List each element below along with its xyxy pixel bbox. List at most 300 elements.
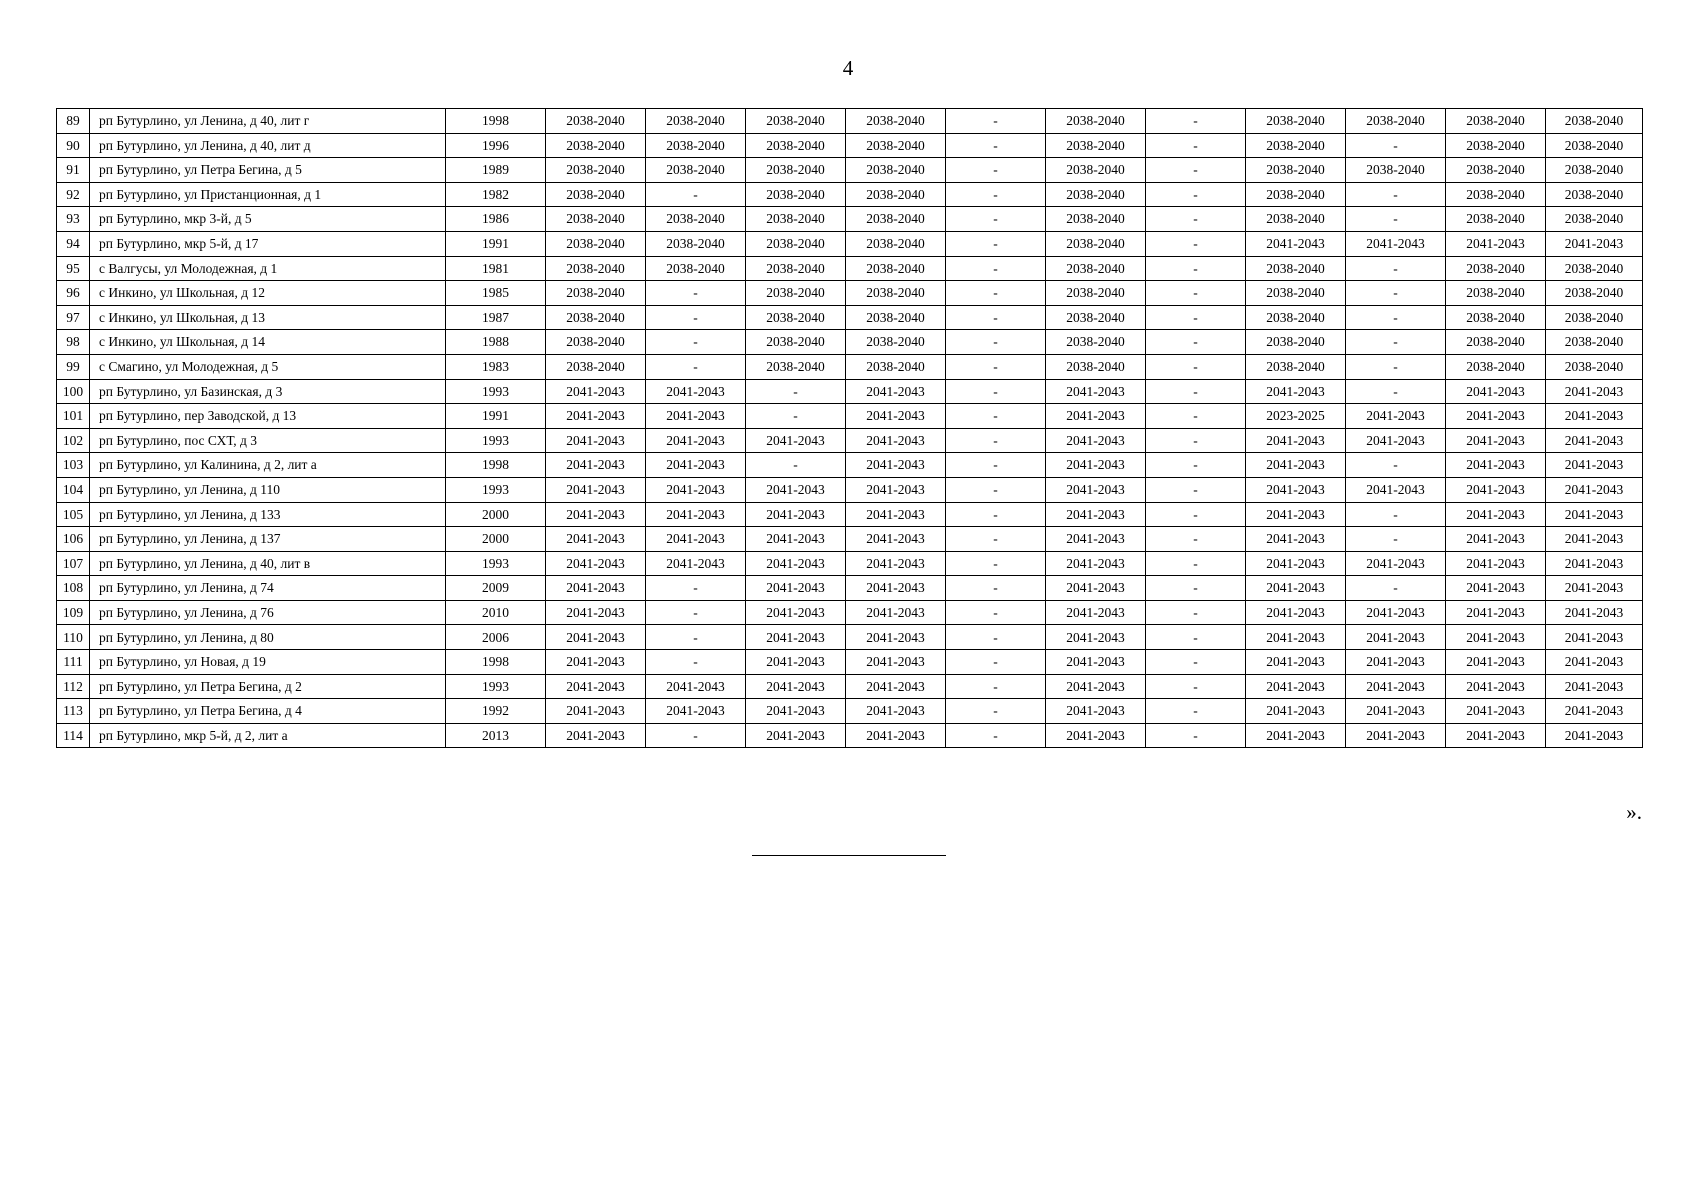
year-built-cell: 1987 — [446, 305, 546, 330]
work-period-cell-9: - — [1346, 330, 1446, 355]
work-period-cell-10: 2041-2043 — [1446, 379, 1546, 404]
work-period-cell-7: - — [1146, 305, 1246, 330]
work-period-cell-10: 2038-2040 — [1446, 305, 1546, 330]
work-period-cell-1: 2041-2043 — [546, 502, 646, 527]
work-period-cell-1: 2041-2043 — [546, 674, 646, 699]
year-built-cell: 2010 — [446, 600, 546, 625]
address-cell: рп Бутурлино, мкр 5-й, д 17 — [90, 231, 446, 256]
row-number-cell: 103 — [57, 453, 90, 478]
work-period-cell-7: - — [1146, 650, 1246, 675]
work-period-cell-9: - — [1346, 182, 1446, 207]
work-period-cell-3: 2038-2040 — [746, 207, 846, 232]
work-period-cell-7: - — [1146, 502, 1246, 527]
address-cell: рп Бутурлино, ул Ленина, д 110 — [90, 477, 446, 502]
work-period-cell-11: 2041-2043 — [1546, 477, 1643, 502]
work-period-cell-5: - — [946, 650, 1046, 675]
work-period-cell-4: 2038-2040 — [846, 207, 946, 232]
work-period-cell-8: 2041-2043 — [1246, 625, 1346, 650]
work-period-cell-8: 2023-2025 — [1246, 404, 1346, 429]
work-period-cell-10: 2041-2043 — [1446, 600, 1546, 625]
row-number-cell: 98 — [57, 330, 90, 355]
work-period-cell-8: 2041-2043 — [1246, 428, 1346, 453]
work-period-cell-4: 2041-2043 — [846, 650, 946, 675]
work-period-cell-6: 2041-2043 — [1046, 576, 1146, 601]
work-period-cell-9: - — [1346, 207, 1446, 232]
row-number-cell: 102 — [57, 428, 90, 453]
work-period-cell-8: 2038-2040 — [1246, 256, 1346, 281]
work-period-cell-6: 2041-2043 — [1046, 699, 1146, 724]
work-period-cell-6: 2038-2040 — [1046, 281, 1146, 306]
work-period-cell-5: - — [946, 404, 1046, 429]
address-cell: рп Бутурлино, ул Пристанционная, д 1 — [90, 182, 446, 207]
page-number: 4 — [842, 56, 854, 80]
work-period-cell-10: 2041-2043 — [1446, 527, 1546, 552]
year-built-cell: 2006 — [446, 625, 546, 650]
work-period-cell-10: 2038-2040 — [1446, 354, 1546, 379]
work-period-cell-3: - — [746, 379, 846, 404]
work-period-cell-8: 2038-2040 — [1246, 305, 1346, 330]
work-period-cell-11: 2041-2043 — [1546, 600, 1643, 625]
work-period-cell-9: 2041-2043 — [1346, 428, 1446, 453]
work-period-cell-5: - — [946, 207, 1046, 232]
work-period-cell-1: 2038-2040 — [546, 207, 646, 232]
work-period-cell-2: 2041-2043 — [646, 527, 746, 552]
year-built-cell: 1989 — [446, 158, 546, 183]
work-period-cell-6: 2038-2040 — [1046, 158, 1146, 183]
work-period-cell-7: - — [1146, 428, 1246, 453]
work-period-cell-1: 2038-2040 — [546, 305, 646, 330]
table-row — [57, 281, 1643, 306]
work-period-cell-6: 2041-2043 — [1046, 379, 1146, 404]
work-period-cell-10: 2038-2040 — [1446, 330, 1546, 355]
work-period-cell-6: 2041-2043 — [1046, 551, 1146, 576]
work-period-cell-8: 2038-2040 — [1246, 133, 1346, 158]
work-period-cell-5: - — [946, 354, 1046, 379]
work-period-cell-9: - — [1346, 281, 1446, 306]
work-period-cell-11: 2038-2040 — [1546, 158, 1643, 183]
table-row — [57, 674, 1643, 699]
work-period-cell-8: 2041-2043 — [1246, 576, 1346, 601]
work-period-cell-3: 2038-2040 — [746, 330, 846, 355]
work-period-cell-9: - — [1346, 453, 1446, 478]
work-period-cell-9: 2041-2043 — [1346, 231, 1446, 256]
work-period-cell-7: - — [1146, 207, 1246, 232]
work-period-cell-6: 2038-2040 — [1046, 182, 1146, 207]
address-cell: с Валгусы, ул Молодежная, д 1 — [90, 256, 446, 281]
work-period-cell-5: - — [946, 723, 1046, 748]
work-period-cell-3: 2041-2043 — [746, 650, 846, 675]
year-built-cell: 1981 — [446, 256, 546, 281]
table-row — [57, 231, 1643, 256]
work-period-cell-1: 2038-2040 — [546, 354, 646, 379]
year-built-cell: 1998 — [446, 650, 546, 675]
work-period-cell-10: 2041-2043 — [1446, 502, 1546, 527]
work-period-cell-11: 2041-2043 — [1546, 576, 1643, 601]
work-period-cell-4: 2038-2040 — [846, 354, 946, 379]
work-period-cell-8: 2041-2043 — [1246, 231, 1346, 256]
work-period-cell-1: 2038-2040 — [546, 256, 646, 281]
work-period-cell-6: 2041-2043 — [1046, 477, 1146, 502]
work-period-cell-6: 2038-2040 — [1046, 207, 1146, 232]
work-period-cell-2: 2041-2043 — [646, 674, 746, 699]
work-period-cell-1: 2041-2043 — [546, 699, 646, 724]
row-number-cell: 96 — [57, 281, 90, 306]
work-period-cell-9: 2038-2040 — [1346, 158, 1446, 183]
year-built-cell: 1998 — [446, 109, 546, 134]
address-cell: с Инкино, ул Школьная, д 12 — [90, 281, 446, 306]
row-number-cell: 109 — [57, 600, 90, 625]
work-period-cell-8: 2041-2043 — [1246, 502, 1346, 527]
work-period-cell-5: - — [946, 281, 1046, 306]
work-period-cell-7: - — [1146, 354, 1246, 379]
work-period-cell-2: - — [646, 625, 746, 650]
work-period-cell-3: 2041-2043 — [746, 551, 846, 576]
work-period-cell-10: 2038-2040 — [1446, 158, 1546, 183]
work-period-cell-4: 2041-2043 — [846, 404, 946, 429]
table-row — [57, 527, 1643, 552]
work-period-cell-3: 2041-2043 — [746, 428, 846, 453]
table-row — [57, 625, 1643, 650]
work-period-cell-8: 2041-2043 — [1246, 600, 1346, 625]
work-period-cell-7: - — [1146, 404, 1246, 429]
work-period-cell-9: - — [1346, 354, 1446, 379]
work-period-cell-9: - — [1346, 133, 1446, 158]
work-period-cell-3: 2038-2040 — [746, 133, 846, 158]
work-period-cell-10: 2041-2043 — [1446, 699, 1546, 724]
work-period-cell-4: 2041-2043 — [846, 453, 946, 478]
address-cell: с Инкино, ул Школьная, д 14 — [90, 330, 446, 355]
work-period-cell-7: - — [1146, 158, 1246, 183]
row-number-cell: 114 — [57, 723, 90, 748]
work-period-cell-2: - — [646, 305, 746, 330]
work-period-cell-4: 2041-2043 — [846, 379, 946, 404]
work-period-cell-11: 2038-2040 — [1546, 133, 1643, 158]
year-built-cell: 1993 — [446, 674, 546, 699]
year-built-cell: 2009 — [446, 576, 546, 601]
work-period-cell-7: - — [1146, 723, 1246, 748]
address-cell: рп Бутурлино, ул Ленина, д 40, лит в — [90, 551, 446, 576]
address-cell: рп Бутурлино, ул Ленина, д 137 — [90, 527, 446, 552]
work-period-cell-9: 2038-2040 — [1346, 109, 1446, 134]
year-built-cell: 1983 — [446, 354, 546, 379]
work-period-cell-9: - — [1346, 379, 1446, 404]
work-period-cell-7: - — [1146, 109, 1246, 134]
work-period-cell-2: 2041-2043 — [646, 551, 746, 576]
table-row — [57, 576, 1643, 601]
work-period-cell-1: 2041-2043 — [546, 723, 646, 748]
work-period-cell-2: 2038-2040 — [646, 158, 746, 183]
work-period-cell-3: 2041-2043 — [746, 723, 846, 748]
work-period-cell-11: 2041-2043 — [1546, 674, 1643, 699]
work-period-cell-4: 2041-2043 — [846, 477, 946, 502]
work-period-cell-11: 2041-2043 — [1546, 650, 1643, 675]
work-period-cell-9: 2041-2043 — [1346, 650, 1446, 675]
work-period-cell-10: 2041-2043 — [1446, 477, 1546, 502]
row-number-cell: 97 — [57, 305, 90, 330]
work-period-cell-8: 2041-2043 — [1246, 723, 1346, 748]
address-cell: рп Бутурлино, мкр 3-й, д 5 — [90, 207, 446, 232]
work-period-cell-11: 2038-2040 — [1546, 182, 1643, 207]
work-period-cell-10: 2038-2040 — [1446, 182, 1546, 207]
work-period-cell-10: 2038-2040 — [1446, 207, 1546, 232]
work-period-cell-5: - — [946, 527, 1046, 552]
work-period-cell-10: 2038-2040 — [1446, 256, 1546, 281]
work-period-cell-6: 2038-2040 — [1046, 109, 1146, 134]
row-number-cell: 107 — [57, 551, 90, 576]
work-period-cell-6: 2041-2043 — [1046, 453, 1146, 478]
work-period-cell-10: 2041-2043 — [1446, 231, 1546, 256]
work-period-cell-2: - — [646, 330, 746, 355]
work-period-cell-1: 2038-2040 — [546, 182, 646, 207]
work-period-cell-3: 2038-2040 — [746, 256, 846, 281]
work-period-cell-7: - — [1146, 231, 1246, 256]
work-period-cell-10: 2041-2043 — [1446, 625, 1546, 650]
work-period-cell-4: 2041-2043 — [846, 699, 946, 724]
address-cell: рп Бутурлино, ул Новая, д 19 — [90, 650, 446, 675]
address-cell: с Смагино, ул Молодежная, д 5 — [90, 354, 446, 379]
work-period-cell-9: 2041-2043 — [1346, 625, 1446, 650]
work-period-cell-9: 2041-2043 — [1346, 600, 1446, 625]
table-row — [57, 305, 1643, 330]
separator-line — [752, 855, 946, 856]
work-period-cell-5: - — [946, 453, 1046, 478]
work-period-cell-7: - — [1146, 453, 1246, 478]
work-period-cell-2: - — [646, 354, 746, 379]
work-period-cell-1: 2041-2043 — [546, 527, 646, 552]
work-period-cell-7: - — [1146, 133, 1246, 158]
work-period-cell-2: 2041-2043 — [646, 404, 746, 429]
table-row — [57, 502, 1643, 527]
table-row — [57, 158, 1643, 183]
work-period-cell-10: 2041-2043 — [1446, 428, 1546, 453]
address-cell: с Инкино, ул Школьная, д 13 — [90, 305, 446, 330]
work-period-cell-5: - — [946, 182, 1046, 207]
table-row — [57, 551, 1643, 576]
work-period-cell-3: 2038-2040 — [746, 109, 846, 134]
work-period-cell-2: 2038-2040 — [646, 207, 746, 232]
table-row — [57, 133, 1643, 158]
work-period-cell-4: 2038-2040 — [846, 256, 946, 281]
table-row — [57, 379, 1643, 404]
address-cell: рп Бутурлино, ул Ленина, д 74 — [90, 576, 446, 601]
table-row — [57, 354, 1643, 379]
work-period-cell-10: 2041-2043 — [1446, 650, 1546, 675]
work-period-cell-7: - — [1146, 256, 1246, 281]
work-period-cell-3: 2041-2043 — [746, 600, 846, 625]
work-period-cell-3: 2038-2040 — [746, 305, 846, 330]
work-period-cell-2: - — [646, 576, 746, 601]
year-built-cell: 1988 — [446, 330, 546, 355]
row-number-cell: 106 — [57, 527, 90, 552]
work-period-cell-6: 2041-2043 — [1046, 674, 1146, 699]
work-period-cell-4: 2041-2043 — [846, 674, 946, 699]
work-period-cell-6: 2041-2043 — [1046, 723, 1146, 748]
year-built-cell: 1993 — [446, 551, 546, 576]
work-period-cell-2: 2038-2040 — [646, 231, 746, 256]
work-period-cell-7: - — [1146, 477, 1246, 502]
row-number-cell: 100 — [57, 379, 90, 404]
table-row — [57, 182, 1643, 207]
work-period-cell-1: 2041-2043 — [546, 477, 646, 502]
work-period-cell-11: 2041-2043 — [1546, 551, 1643, 576]
address-cell: рп Бутурлино, ул Базинская, д 3 — [90, 379, 446, 404]
address-cell: рп Бутурлино, ул Ленина, д 40, лит г — [90, 109, 446, 134]
work-period-cell-8: 2038-2040 — [1246, 207, 1346, 232]
work-period-cell-5: - — [946, 109, 1046, 134]
work-period-cell-3: 2038-2040 — [746, 281, 846, 306]
work-period-cell-7: - — [1146, 600, 1246, 625]
work-period-cell-6: 2038-2040 — [1046, 133, 1146, 158]
work-period-cell-2: 2041-2043 — [646, 379, 746, 404]
row-number-cell: 95 — [57, 256, 90, 281]
work-period-cell-5: - — [946, 625, 1046, 650]
work-period-cell-2: - — [646, 182, 746, 207]
work-period-cell-4: 2038-2040 — [846, 330, 946, 355]
work-period-cell-8: 2038-2040 — [1246, 330, 1346, 355]
work-period-cell-3: 2041-2043 — [746, 477, 846, 502]
work-period-cell-6: 2041-2043 — [1046, 428, 1146, 453]
work-period-cell-3: 2041-2043 — [746, 699, 846, 724]
work-period-cell-5: - — [946, 674, 1046, 699]
work-period-cell-3: - — [746, 453, 846, 478]
work-period-cell-5: - — [946, 699, 1046, 724]
work-period-cell-3: 2041-2043 — [746, 502, 846, 527]
work-period-cell-4: 2038-2040 — [846, 231, 946, 256]
work-period-cell-6: 2041-2043 — [1046, 404, 1146, 429]
work-period-cell-11: 2041-2043 — [1546, 453, 1643, 478]
work-period-cell-8: 2041-2043 — [1246, 379, 1346, 404]
row-number-cell: 90 — [57, 133, 90, 158]
work-period-cell-1: 2038-2040 — [546, 281, 646, 306]
work-period-cell-5: - — [946, 231, 1046, 256]
closing-quote-mark: ». — [1626, 800, 1642, 824]
work-period-cell-7: - — [1146, 625, 1246, 650]
work-period-cell-8: 2038-2040 — [1246, 158, 1346, 183]
work-period-cell-11: 2038-2040 — [1546, 305, 1643, 330]
work-period-cell-3: - — [746, 404, 846, 429]
work-period-cell-11: 2041-2043 — [1546, 723, 1643, 748]
work-period-cell-5: - — [946, 502, 1046, 527]
work-period-cell-2: - — [646, 650, 746, 675]
work-period-cell-8: 2038-2040 — [1246, 109, 1346, 134]
table-row — [57, 330, 1643, 355]
work-period-cell-2: 2041-2043 — [646, 428, 746, 453]
table-row — [57, 600, 1643, 625]
work-period-cell-8: 2041-2043 — [1246, 551, 1346, 576]
address-cell: рп Бутурлино, ул Петра Бегина, д 2 — [90, 674, 446, 699]
work-period-cell-10: 2041-2043 — [1446, 576, 1546, 601]
work-period-cell-2: 2041-2043 — [646, 453, 746, 478]
work-period-cell-1: 2041-2043 — [546, 428, 646, 453]
work-period-cell-11: 2038-2040 — [1546, 207, 1643, 232]
work-period-cell-8: 2038-2040 — [1246, 281, 1346, 306]
year-built-cell: 2000 — [446, 502, 546, 527]
registry-table-body — [57, 109, 1643, 748]
work-period-cell-6: 2041-2043 — [1046, 527, 1146, 552]
row-number-cell: 91 — [57, 158, 90, 183]
address-cell: рп Бутурлино, пер Заводской, д 13 — [90, 404, 446, 429]
work-period-cell-4: 2038-2040 — [846, 158, 946, 183]
address-cell: рп Бутурлино, ул Ленина, д 76 — [90, 600, 446, 625]
work-period-cell-10: 2038-2040 — [1446, 109, 1546, 134]
work-period-cell-5: - — [946, 379, 1046, 404]
work-period-cell-3: 2041-2043 — [746, 625, 846, 650]
work-period-cell-1: 2041-2043 — [546, 404, 646, 429]
work-period-cell-3: 2041-2043 — [746, 527, 846, 552]
work-period-cell-8: 2041-2043 — [1246, 527, 1346, 552]
work-period-cell-6: 2041-2043 — [1046, 600, 1146, 625]
work-period-cell-7: - — [1146, 527, 1246, 552]
year-built-cell: 1985 — [446, 281, 546, 306]
work-period-cell-5: - — [946, 133, 1046, 158]
year-built-cell: 1993 — [446, 428, 546, 453]
work-period-cell-3: 2038-2040 — [746, 182, 846, 207]
work-period-cell-7: - — [1146, 281, 1246, 306]
work-period-cell-5: - — [946, 600, 1046, 625]
work-period-cell-3: 2038-2040 — [746, 231, 846, 256]
row-number-cell: 108 — [57, 576, 90, 601]
work-period-cell-2: 2038-2040 — [646, 133, 746, 158]
work-period-cell-2: 2038-2040 — [646, 109, 746, 134]
work-period-cell-2: 2041-2043 — [646, 502, 746, 527]
year-built-cell: 1998 — [446, 453, 546, 478]
work-period-cell-8: 2041-2043 — [1246, 477, 1346, 502]
work-period-cell-11: 2041-2043 — [1546, 527, 1643, 552]
work-period-cell-4: 2041-2043 — [846, 723, 946, 748]
work-period-cell-4: 2038-2040 — [846, 133, 946, 158]
table-row — [57, 404, 1643, 429]
work-period-cell-10: 2041-2043 — [1446, 453, 1546, 478]
row-number-cell: 113 — [57, 699, 90, 724]
work-period-cell-10: 2041-2043 — [1446, 674, 1546, 699]
work-period-cell-2: 2041-2043 — [646, 699, 746, 724]
work-period-cell-4: 2038-2040 — [846, 109, 946, 134]
work-period-cell-7: - — [1146, 674, 1246, 699]
work-period-cell-8: 2041-2043 — [1246, 453, 1346, 478]
work-period-cell-3: 2041-2043 — [746, 576, 846, 601]
address-cell: рп Бутурлино, ул Петра Бегина, д 4 — [90, 699, 446, 724]
work-period-cell-1: 2038-2040 — [546, 330, 646, 355]
work-period-cell-2: - — [646, 600, 746, 625]
year-built-cell: 1996 — [446, 133, 546, 158]
address-cell: рп Бутурлино, мкр 5-й, д 2, лит а — [90, 723, 446, 748]
work-period-cell-11: 2041-2043 — [1546, 404, 1643, 429]
work-period-cell-6: 2038-2040 — [1046, 305, 1146, 330]
work-period-cell-5: - — [946, 330, 1046, 355]
work-period-cell-1: 2041-2043 — [546, 576, 646, 601]
work-period-cell-10: 2041-2043 — [1446, 723, 1546, 748]
work-period-cell-6: 2041-2043 — [1046, 625, 1146, 650]
work-period-cell-8: 2041-2043 — [1246, 650, 1346, 675]
work-period-cell-9: - — [1346, 502, 1446, 527]
work-period-cell-4: 2041-2043 — [846, 551, 946, 576]
work-period-cell-7: - — [1146, 379, 1246, 404]
work-period-cell-11: 2041-2043 — [1546, 379, 1643, 404]
work-period-cell-6: 2038-2040 — [1046, 256, 1146, 281]
address-cell: рп Бутурлино, ул Ленина, д 80 — [90, 625, 446, 650]
year-built-cell: 1991 — [446, 231, 546, 256]
table-row — [57, 207, 1643, 232]
row-number-cell: 94 — [57, 231, 90, 256]
row-number-cell: 89 — [57, 109, 90, 134]
work-period-cell-10: 2041-2043 — [1446, 404, 1546, 429]
work-period-cell-7: - — [1146, 576, 1246, 601]
work-period-cell-1: 2038-2040 — [546, 158, 646, 183]
work-period-cell-10: 2038-2040 — [1446, 281, 1546, 306]
work-period-cell-1: 2038-2040 — [546, 231, 646, 256]
work-period-cell-1: 2041-2043 — [546, 600, 646, 625]
work-period-cell-9: 2041-2043 — [1346, 477, 1446, 502]
